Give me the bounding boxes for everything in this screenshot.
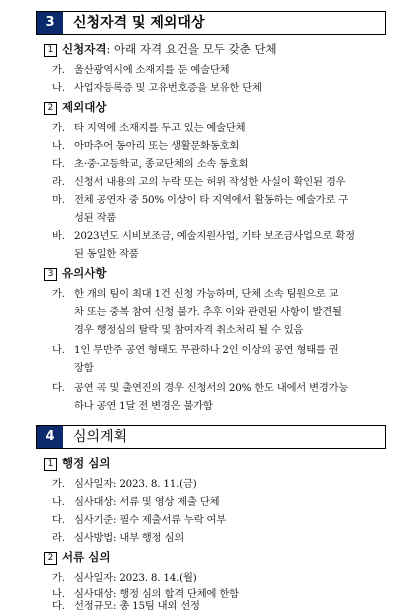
section-4-title: 심의계획 [73,429,128,445]
section-4-number: 4 [37,426,63,448]
document-review-heading [44,549,110,565]
list-item: 나. 아마추어 동아리 또는 생활문화동호회 [52,140,240,152]
list-item-continuation: 된 동일한 작품 [74,248,139,260]
section-3-header [36,11,386,35]
exclusion-heading [44,99,106,115]
notes-title: 유의사항 [62,266,107,280]
admin-review-number: 1 [44,458,57,471]
list-item: 가. 울산광역시에 소재지를 둔 예술단체 [52,64,230,76]
list-item: 나. 사업자등록증 및 고유번호증을 보유한 단체 [52,82,262,94]
admin-review-heading [44,455,110,471]
list-item: 마. 전체 공연자 중 50% 이상이 타 지역에서 활동하는 예술가로 구 [52,194,349,206]
list-item: 가. 한 개의 팀이 최대 1건 신청 가능하며, 단체 소속 팀원으로 교 [52,288,339,300]
list-item: 나. 심사대상: 행정 심의 합격 단체에 한함 [52,588,239,600]
document-review-title: 서류 심의 [62,550,111,564]
section-3-number: 3 [37,12,63,34]
list-item-continuation: 경우 행정심의 탈락 및 참여자격 취소처리 될 수 있음 [74,324,304,336]
list-item-continuation: 장함 [74,362,94,374]
exclusion-number: 2 [44,102,57,115]
list-item: 다. 초·중·고등학교, 종교단체의 소속 동호회 [52,158,249,170]
list-item: 가. 심사일자: 2023. 8. 11.(금) [52,478,197,490]
list-item: 다. 선정규모: 총 15팀 내외 선정 [52,600,200,612]
qualification-title: 신청자격 [62,42,107,56]
list-item: 가. 심사일자: 2023. 8. 14.(월) [52,572,197,584]
list-item: 라. 신청서 내용의 고의 누락 또는 허위 작성한 사실이 확인된 경우 [52,176,346,188]
notes-heading [44,265,106,281]
list-item: 나. 심사대상: 서류 및 영상 제출 단체 [52,496,220,508]
document-review-number: 2 [44,552,57,565]
list-item-continuation: 성된 작품 [74,212,117,224]
list-item-continuation: 차 또는 중복 참여 신청 불가. 추후 이와 관련된 사항이 발견될 [74,306,342,318]
section-3-title: 신청자격 및 제외대상 [73,15,205,31]
list-item: 다. 공연 곡 및 출연진의 경우 신청서의 20% 한도 내에서 변경가능 [52,382,349,394]
qualification-heading [44,41,277,57]
list-item: 다. 심사기준: 필수 제출서류 누락 여부 [52,514,227,526]
exclusion-title: 제외대상 [62,100,107,114]
list-item: 가. 타 지역에 소재지를 두고 있는 예술단체 [52,122,246,134]
list-item: 바. 2023년도 시비보조금, 예술지원사업, 기타 보조금사업으로 확정 [52,230,355,242]
qualification-desc: : 아래 자격 요건을 모두 갖춘 단체 [106,42,277,56]
section-4-header [36,425,386,449]
list-item: 나. 1인 무반주 공연 형태도 무관하나 2인 이상의 공연 형태를 권 [52,344,339,356]
qualification-number: 1 [44,44,57,57]
notes-number: 3 [44,268,57,281]
list-item-continuation: 하나 공연 1달 전 변경은 불가함 [74,400,213,412]
admin-review-title: 행정 심의 [62,456,111,470]
list-item: 라. 심사방법: 내부 행정 심의 [52,532,184,544]
